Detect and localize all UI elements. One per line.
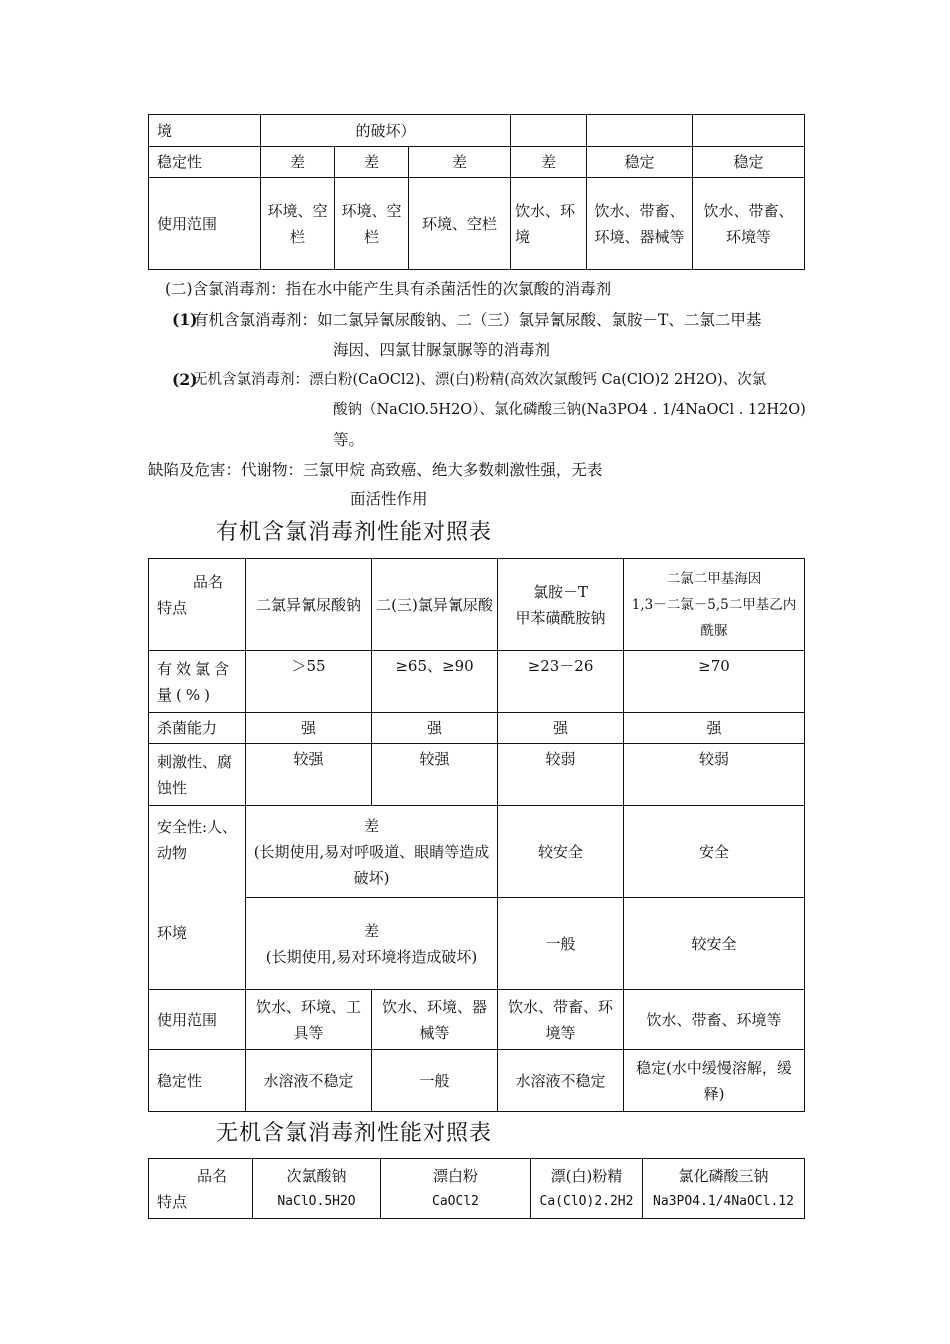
irritation-value: 较强	[246, 744, 372, 806]
stability-value: 水溶液不稳定	[246, 1050, 372, 1112]
safety-env-label: 环境	[157, 924, 188, 942]
safety-human-merged: 差 (长期使用,易对呼吸道、眼睛等造成破坏)	[246, 806, 498, 898]
top-usage-cell: 环境、空栏	[261, 178, 335, 270]
irritation-value: 较弱	[498, 744, 624, 806]
top-stability-cell: 差	[335, 147, 409, 178]
defect-line1: 缺陷及危害：代谢物：三氯甲烷 高致癌、绝大多数刺激性强，无表	[148, 461, 603, 479]
safety-human-value: 安全	[624, 806, 805, 898]
top-stability-cell: 差	[511, 147, 587, 178]
safety-env-merged: 差 (长期使用,易对环境将造成破坏)	[246, 898, 498, 990]
inorganic-table-caption: 无机含氯消毒剂性能对照表	[216, 1121, 493, 1146]
organic-table	[148, 558, 805, 1112]
safety-env-value: 较安全	[624, 898, 805, 990]
top-row0-cell	[587, 115, 693, 147]
top-row0-cell	[693, 115, 805, 147]
stability-value: 一般	[372, 1050, 498, 1112]
top-row0-cell	[511, 115, 587, 147]
stability-value: 稳定(水中缓慢溶解，缓释)	[624, 1050, 805, 1112]
inorganic-formula: Na3PO4.1/4NaOCl.12	[653, 1193, 794, 1209]
irritation-value: 较弱	[624, 744, 805, 806]
top-stability-cell: 稳定	[587, 147, 693, 178]
chlorine-value: ＞55	[246, 651, 372, 713]
organic-col-header: 二氯异氰尿酸钠	[246, 559, 372, 651]
top-row0-label: 境	[149, 115, 261, 147]
inorganic-table	[148, 1158, 805, 1219]
chlorine-value: ≥23－26	[498, 651, 624, 713]
header-name-label: 品名	[197, 1166, 228, 1185]
organic-table-caption: 有机含氯消毒剂性能对照表	[216, 520, 493, 545]
kill-value: 强	[246, 713, 372, 744]
inorganic-header-corner	[149, 1159, 253, 1219]
top-usage-cell: 饮水、带畜、环境、器械等	[587, 178, 693, 270]
inorganic-formula: Ca(ClO)2.2H2	[539, 1193, 634, 1209]
row-label-kill: 杀菌能力	[149, 713, 246, 744]
defect-line2: 面活性作用	[350, 490, 428, 508]
usage-value: 饮水、带畜、环境等	[624, 990, 805, 1050]
usage-value: 饮水、带畜、环境等	[498, 990, 624, 1050]
top-table	[148, 114, 805, 270]
top-stability-label: 稳定性	[149, 147, 261, 178]
top-usage-label: 使用范围	[149, 178, 261, 270]
inorganic-name: 次氯酸钠	[286, 1166, 347, 1185]
inorganic-col-header	[253, 1159, 381, 1219]
top-row0-merged: 的破坏）	[261, 115, 511, 147]
item1-line2: 海因、四氯甘脲氯脲等的消毒剂	[333, 341, 551, 359]
top-usage-cell: 环境、空栏	[335, 178, 409, 270]
row-label-irritation: 刺激性、腐蚀性	[149, 744, 246, 806]
header-feature-label: 特点	[157, 599, 188, 617]
top-stability-cell: 差	[409, 147, 511, 178]
inorganic-formula: CaOCl2	[432, 1193, 479, 1209]
top-usage-cell: 环境、空栏	[409, 178, 511, 270]
kill-value: 强	[624, 713, 805, 744]
organic-col-header: 氯胺－T 甲苯磺酰胺钠	[498, 559, 624, 651]
kill-value: 强	[498, 713, 624, 744]
organic-header-corner	[149, 559, 246, 651]
header-feature-label: 特点	[157, 1192, 188, 1211]
top-stability-cell: 稳定	[693, 147, 805, 178]
inorganic-name: 漂(白)粉精	[550, 1166, 623, 1185]
stability-value: 水溶液不稳定	[498, 1050, 624, 1112]
usage-value: 饮水、环境、工具等	[246, 990, 372, 1050]
irritation-value: 较强	[372, 744, 498, 806]
row-label-chlorine: 有效氯含量(%)	[149, 651, 246, 713]
row-label-safety	[149, 806, 246, 990]
inorganic-name: 氯化磷酸三钠	[678, 1166, 769, 1185]
safety-human-label: 安全性:人、动物	[157, 818, 238, 862]
safety-human-value: 较安全	[498, 806, 624, 898]
item2-line2: 酸钠（NaClO.5H2O）、氯化磷酸三钠(Na3PO4 . 1/4NaOCl . 12H2O)	[333, 402, 806, 418]
inorganic-col-header	[643, 1159, 805, 1219]
row-label-stability: 稳定性	[149, 1050, 246, 1112]
safety-env-value: 一般	[498, 898, 624, 990]
inorganic-col-header	[381, 1159, 531, 1219]
section-title: (二)含氯消毒剂：指在水中能产生具有杀菌活性的次氯酸的消毒剂	[165, 280, 612, 298]
item2-number: (2)	[172, 370, 198, 389]
top-stability-cell: 差	[261, 147, 335, 178]
inorganic-col-header	[531, 1159, 643, 1219]
header-name-label: 品名	[193, 573, 224, 591]
inorganic-formula: NaClO.5H2O	[277, 1193, 356, 1209]
chlorine-value: ≥70	[624, 651, 805, 713]
top-usage-cell: 饮水、环境	[511, 178, 587, 270]
chlorine-value: ≥65、≥90	[372, 651, 498, 713]
kill-value: 强	[372, 713, 498, 744]
organic-col-header: 二氯二甲基海因 1,3－二氯－5,5二甲基乙内酰脲	[624, 559, 805, 651]
organic-col-header: 二(三)氯异氰尿酸	[372, 559, 498, 651]
item1-line1: 有机含氯消毒剂：如二氯异氰尿酸钠、二（三）氯异氰尿酸、氯胺－T、二氯二甲基	[193, 311, 762, 329]
item2-line1: 无机含氯消毒剂：漂白粉(CaOCl2)、漂(白)粉精(高效次氯酸钙 Ca(ClO)2 2H2O)、次氯	[193, 372, 767, 388]
usage-value: 饮水、环境、器械等	[372, 990, 498, 1050]
item2-line3: 等。	[333, 431, 365, 449]
row-label-usage: 使用范围	[149, 990, 246, 1050]
top-usage-cell: 饮水、带畜、环境等	[693, 178, 805, 270]
item1-number: (1)	[172, 310, 198, 329]
inorganic-name: 漂白粉	[432, 1166, 478, 1185]
